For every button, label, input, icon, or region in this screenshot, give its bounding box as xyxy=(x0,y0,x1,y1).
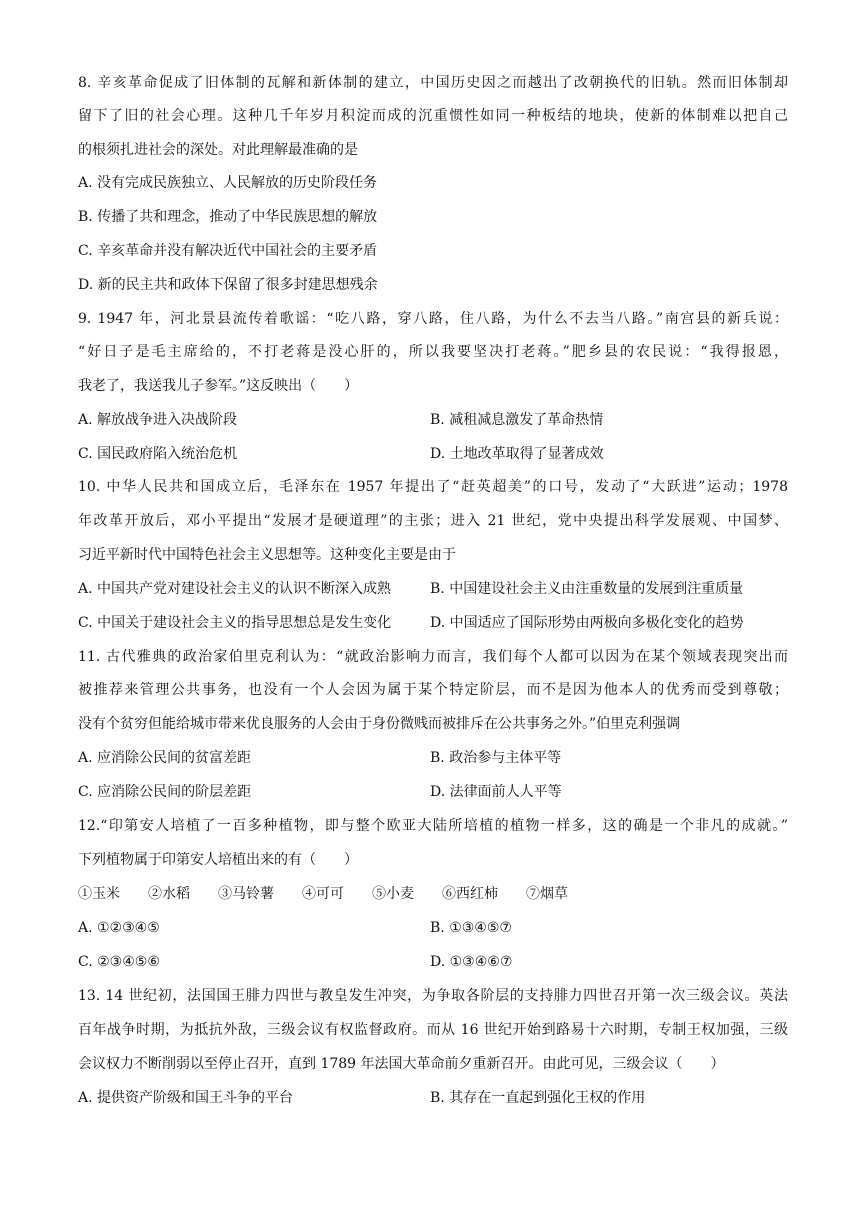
q9-option-d: D. 土地改革取得了显著成效 xyxy=(430,446,604,462)
q13-stem-line-3: 会议权力不断削弱以至停止召开，直到 1789 年法国大革命前夕重新召开。由此可见，三级会议（ ） xyxy=(78,1056,725,1072)
q13-option-a: A. 提供资产阶级和国王斗争的平台 xyxy=(78,1090,294,1106)
q12-option-c: C. ②③④⑤⑥ xyxy=(78,954,160,970)
q10-stem-line-1: 10. 中华人民共和国成立后，毛泽东在 1957 年提出了“赶英超美”的口号，发动了“大跃进”运动；1978 xyxy=(78,479,788,495)
q12-stem-line-1: 12.“印第安人培植了一百多种植物，即与整个欧亚大陆所培植的植物一样多，这的确是一个非凡的成就。” xyxy=(78,818,788,834)
q12-option-b: B. ①③④⑤⑦ xyxy=(430,920,512,936)
q9-option-a: A. 解放战争进入决战阶段 xyxy=(78,412,238,428)
q13-stem-line-1: 13. 14 世纪初，法国国王腓力四世与教皇发生冲突，为争取各阶层的支持腓力四世召开第一次三级会议。英法 xyxy=(78,988,788,1004)
q10-option-d: D. 中国适应了国际形势由两极向多极化变化的趋势 xyxy=(430,615,744,631)
q12-option-d: D. ①③④⑥⑦ xyxy=(430,954,513,970)
q8-stem-line-2: 留下了旧的社会心理。这种几千年岁月积淀而成的沉重惯性如同一种板结的地块，使新的体制难以把自己 xyxy=(78,108,788,124)
q10-option-c: C. 中国关于建设社会主义的指导思想总是发生变化 xyxy=(78,615,392,631)
q11-option-c: C. 应消除公民间的阶层差距 xyxy=(78,784,252,800)
q9-stem-line-1: 9. 1947 年，河北景县流传着歌谣：“吃八路，穿八路，住八路，为什么不去当八路。”南宫县的新兵说： xyxy=(78,311,788,327)
q9-option-c: C. 国民政府陷入统治危机 xyxy=(78,446,238,462)
q8-stem-line-3: 的根须扎进社会的深处。对此理解最准确的是 xyxy=(78,142,358,158)
q11-option-b: B. 政治参与主体平等 xyxy=(430,750,562,766)
q11-stem-line-3: 没有个贫穷但能给城市带来优良服务的人会由于身份微贱而被排斥在公共事务之外。”伯里克利强调 xyxy=(78,716,681,732)
q8-stem-line-1: 8. 辛亥革命促成了旧体制的瓦解和新体制的建立，中国历史因之而越出了改朝换代的旧轨。然而旧体制却 xyxy=(78,75,788,91)
q11-stem-line-1: 11. 古代雅典的政治家伯里克利认为：“就政治影响力而言，我们每个人都可以因为在某个领域表现突出而 xyxy=(78,649,788,665)
q9-stem-line-2: “好日子是毛主席给的，不打老蒋是没心肝的，所以我要坚决打老蒋。”肥乡县的农民说：“我得报恩， xyxy=(78,344,788,360)
q10-stem-line-3: 习近平新时代中国特色社会主义思想等。这种变化主要是由于 xyxy=(78,547,456,563)
q11-option-a: A. 应消除公民间的贫富差距 xyxy=(78,750,252,766)
q8-option-a: A. 没有完成民族独立、人民解放的历史阶段任务 xyxy=(78,175,378,191)
q12-items: ①玉米 ②水稻 ③马铃薯 ④可可 ⑤小麦 ⑥西红柿 ⑦烟草 xyxy=(78,886,568,902)
q13-option-b: B. 其存在一直起到强化王权的作用 xyxy=(430,1090,646,1106)
q9-option-b: B. 减租减息激发了革命热情 xyxy=(430,412,604,428)
q9-stem-line-3: 我老了，我送我儿子参军。”这反映出（ ） xyxy=(78,378,359,394)
q11-stem-line-2: 被推荐来管理公共事务，也没有一个人会因为属于某个特定阶层，而不是因为他本人的优秀而受到尊敬； xyxy=(78,682,788,698)
q10-stem-line-2: 年改革开放后，邓小平提出“发展才是硬道理”的主张；进入 21 世纪，党中央提出科学发展观、中国梦、 xyxy=(78,513,788,529)
q10-option-b: B. 中国建设社会主义由注重数量的发展到注重质量 xyxy=(430,581,744,597)
q12-option-a: A. ①②③④⑤ xyxy=(78,920,160,936)
q8-option-c: C. 辛亥革命并没有解决近代中国社会的主要矛盾 xyxy=(78,243,378,259)
q11-option-d: D. 法律面前人人平等 xyxy=(430,784,562,800)
q12-stem-line-2: 下列植物属于印第安人培植出来的有（ ） xyxy=(78,852,358,868)
q13-stem-line-2: 百年战争时期，为抵抗外敌，三级会议有权监督政府。而从 16 世纪开始到路易十六时期，专制王权加强，三级 xyxy=(78,1022,788,1038)
q8-option-b: B. 传播了共和理念，推动了中华民族思想的解放 xyxy=(78,209,378,225)
q10-option-a: A. 中国共产党对建设社会主义的认识不断深入成熟 xyxy=(78,581,392,597)
q8-option-d: D. 新的民主共和政体下保留了很多封建思想残余 xyxy=(78,277,378,293)
